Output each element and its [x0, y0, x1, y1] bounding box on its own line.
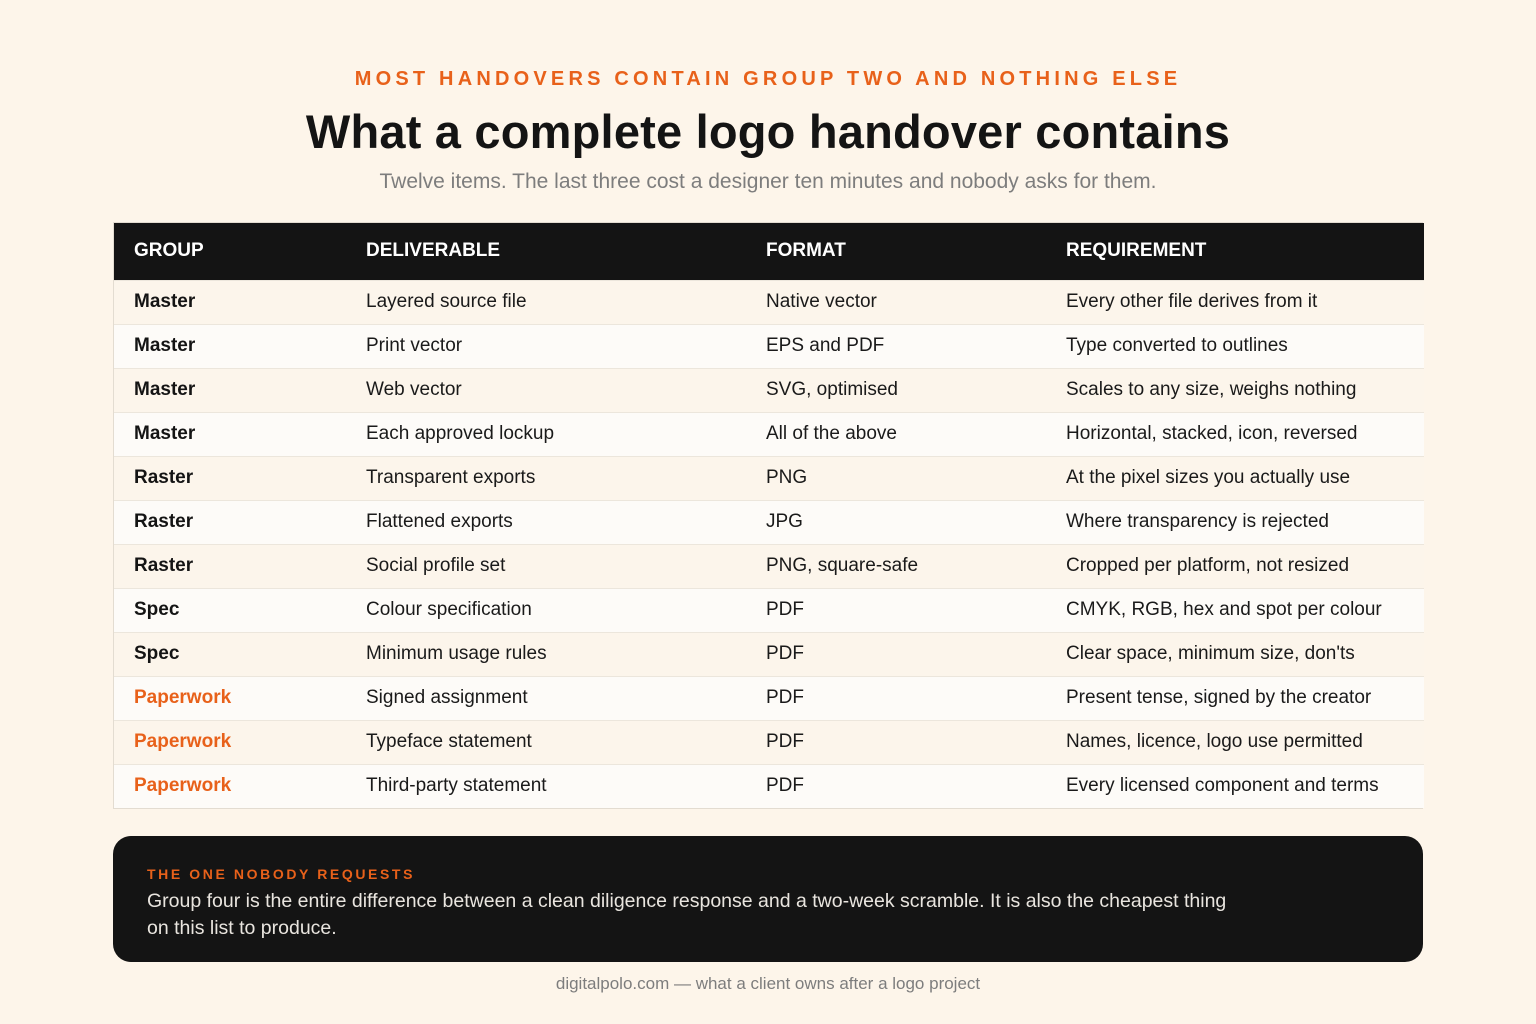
cell-format: EPS and PDF — [766, 335, 885, 356]
cell-group: Raster — [134, 467, 194, 488]
table-row — [114, 456, 1424, 500]
cell-format: SVG, optimised — [766, 379, 898, 400]
table-body — [114, 280, 1424, 808]
cell-format: PDF — [766, 687, 804, 708]
cell-requirement: Where transparency is rejected — [1066, 511, 1329, 532]
cell-group: Master — [134, 423, 196, 444]
cell-requirement: Present tense, signed by the creator — [1066, 687, 1372, 708]
table-row — [114, 544, 1424, 588]
table-header-row — [114, 223, 1424, 280]
cell-deliverable: Layered source file — [366, 291, 527, 312]
column-header-format: FORMAT — [766, 240, 846, 262]
table-row — [114, 368, 1424, 412]
table-row — [114, 676, 1424, 720]
cell-requirement: Cropped per platform, not resized — [1066, 555, 1350, 576]
table-row — [114, 280, 1424, 324]
cell-requirement: CMYK, RGB, hex and spot per colour — [1066, 599, 1382, 620]
table-row — [114, 412, 1424, 456]
table-row — [114, 500, 1424, 544]
cell-requirement: Every licensed component and terms — [1066, 775, 1379, 797]
column-header-group: GROUP — [134, 240, 204, 262]
cell-group: Paperwork — [134, 731, 232, 752]
cell-deliverable: Colour specification — [366, 599, 532, 620]
cell-group: Paperwork — [134, 775, 232, 797]
cell-group: Master — [134, 291, 196, 312]
cell-deliverable: Minimum usage rules — [366, 643, 547, 664]
cell-requirement: Clear space, minimum size, don'ts — [1066, 643, 1355, 664]
callout-label: THE ONE NOBODY REQUESTS — [147, 866, 416, 882]
table-row — [114, 324, 1424, 368]
footer-credit: digitalpolo.com — what a client owns after a logo project — [555, 974, 981, 993]
cell-requirement: Scales to any size, weighs nothing — [1066, 379, 1357, 400]
page-subtitle: Twelve items. The last three cost a designer ten minutes and nobody asks for them. — [379, 170, 1157, 193]
cell-deliverable: Typeface statement — [366, 731, 532, 752]
cell-format: All of the above — [766, 423, 897, 444]
cell-group: Raster — [134, 511, 194, 532]
cell-requirement: Horizontal, stacked, icon, reversed — [1066, 423, 1358, 444]
page-title: What a complete logo handover contains — [305, 105, 1231, 158]
cell-deliverable: Transparent exports — [366, 467, 536, 488]
cell-format: PDF — [766, 643, 804, 664]
cell-requirement: Every other file derives from it — [1066, 291, 1318, 312]
cell-format: PDF — [766, 775, 804, 797]
cell-deliverable: Web vector — [366, 379, 462, 400]
deliverables-table — [113, 222, 1423, 809]
cell-format: PNG — [766, 467, 808, 488]
table-row — [114, 632, 1424, 676]
table-row — [114, 720, 1424, 764]
cell-format: Native vector — [766, 291, 877, 312]
cell-group: Paperwork — [134, 687, 232, 708]
cell-group: Master — [134, 379, 196, 400]
cell-deliverable: Flattened exports — [366, 511, 513, 532]
cell-group: Spec — [134, 599, 180, 620]
cell-requirement: Names, licence, logo use permitted — [1066, 731, 1363, 752]
cell-deliverable: Signed assignment — [366, 687, 528, 708]
cell-deliverable: Each approved lockup — [366, 423, 555, 444]
column-header-deliverable: DELIVERABLE — [366, 240, 501, 262]
cell-format: PNG, square-safe — [766, 555, 919, 576]
cell-group: Master — [134, 335, 196, 356]
cell-deliverable: Third-party statement — [366, 775, 547, 797]
cell-format: JPG — [766, 511, 803, 532]
cell-deliverable: Print vector — [366, 335, 463, 356]
eyebrow: MOST HANDOVERS CONTAIN GROUP TWO AND NOTHING ELSE — [354, 68, 1182, 90]
table-row — [114, 764, 1424, 808]
callout-text: Group four is the entire difference between a clean diligence response and a two-week scramble. It is also the cheapest thing on this list to produce. — [147, 890, 1227, 939]
cell-group: Raster — [134, 555, 194, 576]
cell-format: PDF — [766, 731, 804, 752]
cell-requirement: At the pixel sizes you actually use — [1066, 467, 1351, 488]
column-header-requirement: REQUIREMENT — [1066, 240, 1207, 262]
cell-requirement: Type converted to outlines — [1066, 335, 1288, 356]
cell-group: Spec — [134, 643, 180, 664]
callout-box — [113, 836, 1423, 962]
cell-format: PDF — [766, 599, 804, 620]
table-row — [114, 588, 1424, 632]
cell-deliverable: Social profile set — [366, 555, 506, 576]
